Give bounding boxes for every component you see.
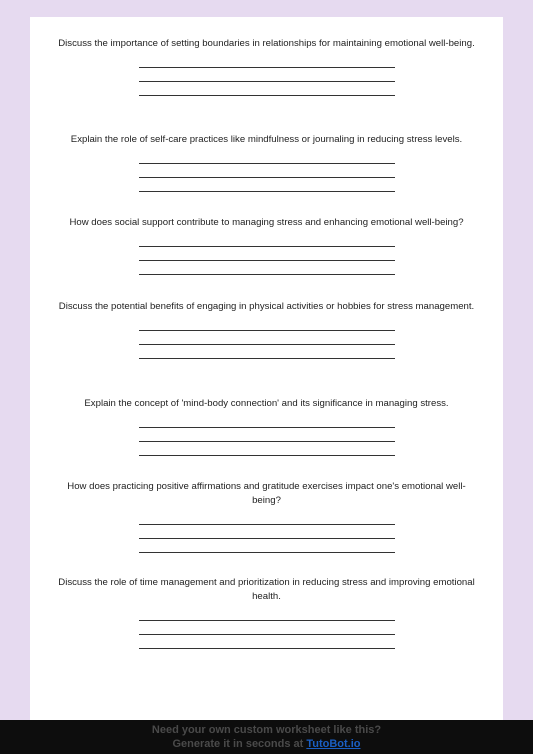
answer-line[interactable]	[139, 54, 395, 68]
worksheet-page	[30, 17, 503, 737]
banner-subline-text: Generate it in seconds at	[172, 738, 307, 750]
answer-line[interactable]	[139, 635, 395, 649]
answer-line[interactable]	[139, 621, 395, 635]
answer-line[interactable]	[139, 68, 395, 82]
answer-lines	[30, 607, 503, 649]
question-text: How does social support contribute to managing stress and enhancing emotional well-being?	[69, 217, 464, 228]
answer-line[interactable]	[139, 261, 395, 275]
promo-banner	[0, 720, 533, 754]
question-text: Discuss the importance of setting boundaries in relationships for maintaining emotional well-being.	[58, 38, 475, 49]
banner-subline	[0, 737, 533, 751]
question-text: Explain the concept of 'mind-body connection' and its significance in managing stress.	[84, 398, 449, 409]
question-4	[30, 300, 503, 359]
answer-line[interactable]	[139, 525, 395, 539]
answer-line[interactable]	[139, 247, 395, 261]
answer-line[interactable]	[139, 539, 395, 553]
question-text: Discuss the role of time management and prioritization in reducing stress and improving emotional health.	[58, 577, 475, 602]
answer-lines	[30, 54, 503, 96]
question-5	[30, 397, 503, 456]
answer-line[interactable]	[139, 178, 395, 192]
question-3	[30, 216, 503, 275]
answer-line[interactable]	[139, 331, 395, 345]
question-6	[30, 480, 503, 553]
answer-line[interactable]	[139, 414, 395, 428]
answer-lines	[30, 317, 503, 359]
answer-line[interactable]	[139, 150, 395, 164]
tutobot-link[interactable]: TutoBot.io	[306, 738, 361, 750]
answer-line[interactable]	[139, 317, 395, 331]
answer-lines	[30, 511, 503, 553]
answer-line[interactable]	[139, 345, 395, 359]
question-2	[30, 133, 503, 192]
answer-line[interactable]	[139, 428, 395, 442]
banner-headline: Need your own custom worksheet like this?	[151, 724, 382, 736]
question-7	[30, 576, 503, 649]
answer-lines	[30, 414, 503, 456]
answer-lines	[30, 150, 503, 192]
answer-line[interactable]	[139, 442, 395, 456]
answer-line[interactable]	[139, 511, 395, 525]
answer-lines	[30, 233, 503, 275]
answer-line[interactable]	[139, 164, 395, 178]
question-text: Discuss the potential benefits of engaging in physical activities or hobbies for stress management.	[58, 301, 475, 312]
question-text: Explain the role of self-care practices like mindfulness or journaling in reducing stress levels.	[70, 134, 463, 145]
answer-line[interactable]	[139, 607, 395, 621]
question-1	[30, 37, 503, 96]
answer-line[interactable]	[139, 82, 395, 96]
question-text: How does practicing positive affirmations and gratitude exercises impact one's emotional well-being?	[67, 481, 466, 506]
answer-line[interactable]	[139, 233, 395, 247]
